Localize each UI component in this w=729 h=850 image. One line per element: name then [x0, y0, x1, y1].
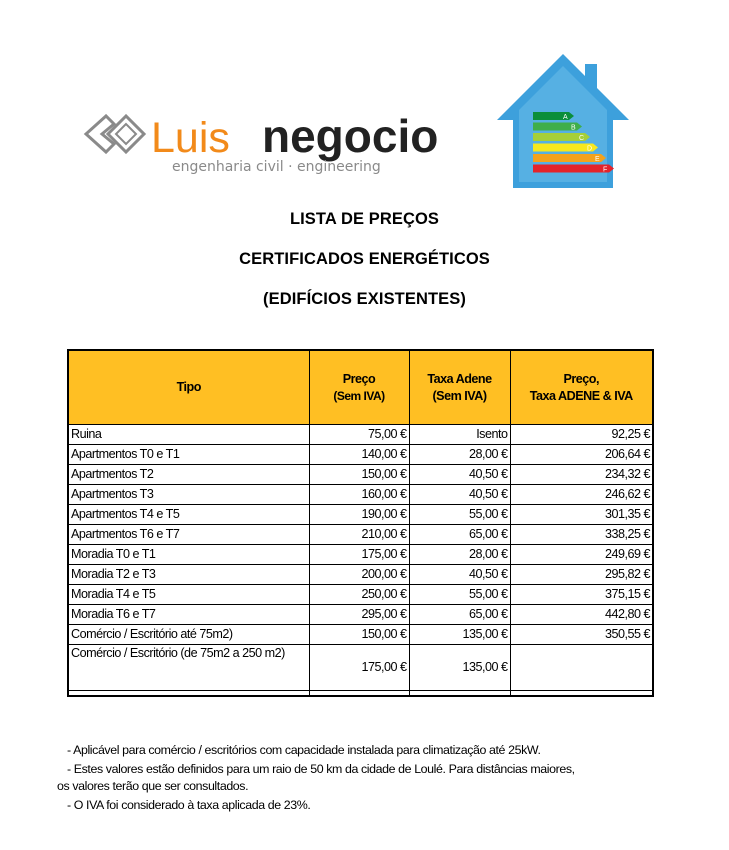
cell-total: 350,55 € [510, 625, 653, 645]
table-row [68, 645, 653, 691]
cell-taxa: 135,00 € [409, 625, 510, 645]
table-row [68, 485, 653, 505]
table-row [68, 445, 653, 465]
logo-brand-bold: negocio [262, 110, 439, 162]
energy-grade-bar [533, 165, 614, 173]
table-row [68, 525, 653, 545]
header-tipo: Tipo [68, 350, 309, 425]
table-row [68, 625, 653, 645]
cell-taxa: 55,00 € [409, 505, 510, 525]
header-preco: Preço (Sem IVA) [309, 350, 409, 425]
cell-taxa: 65,00 € [409, 605, 510, 625]
title-line-3: (EDIFÍCIOS EXISTENTES) [263, 290, 466, 308]
logo-emblem-icon [86, 116, 144, 152]
cell-total: 375,15 € [510, 585, 653, 605]
cell-tipo: Moradia T2 e T3 [68, 565, 309, 585]
cell-taxa: 40,50 € [409, 485, 510, 505]
cell-taxa: 28,00 € [409, 545, 510, 565]
header-taxa-adene: Taxa Adene (Sem IVA) [409, 350, 510, 425]
cell-tipo: Apartmentos T3 [68, 485, 309, 505]
cell-tipo: Apartmentos T2 [68, 465, 309, 485]
cell-tipo: Moradia T0 e T1 [68, 545, 309, 565]
note-iva: - O IVA foi considerado à taxa aplicada de 23%. [67, 798, 311, 812]
cell-preco: 250,00 € [309, 585, 409, 605]
energy-grade-bar [533, 112, 574, 120]
header-preco-total: Preço, Taxa ADENE & IVA [510, 350, 653, 425]
note-distancia-cont: os valores terão que ser consultados. [57, 779, 249, 793]
cell-tipo: Apartmentos T4 e T5 [68, 505, 309, 525]
table-row [68, 605, 653, 625]
cell-taxa: 55,00 € [409, 585, 510, 605]
cell-tipo: Ruina [68, 425, 309, 445]
note-distancia: - Estes valores estão definidos para um raio de 50 km da cidade de Loulé. Para distâncias maiores, [67, 762, 575, 776]
cell-tipo: Apartmentos T0 e T1 [68, 445, 309, 465]
spacer-cell [68, 691, 309, 697]
cell-preco: 200,00 € [309, 565, 409, 585]
table-row [68, 585, 653, 605]
cell-total: 295,82 € [510, 565, 653, 585]
cell-tipo: Moradia T4 e T5 [68, 585, 309, 605]
cell-total: 249,69 € [510, 545, 653, 565]
cell-total: 301,35 € [510, 505, 653, 525]
table-row [68, 505, 653, 525]
luisnegocio-logo [78, 104, 468, 184]
cell-total: 442,80 € [510, 605, 653, 625]
company-logo [78, 104, 468, 184]
spacer-cell [409, 691, 510, 697]
energy-house-logo [493, 50, 633, 192]
cell-preco: 295,00 € [309, 605, 409, 625]
cell-total [510, 645, 653, 691]
cell-taxa: Isento [409, 425, 510, 445]
cell-tipo: Comércio / Escritório até 75m2) [68, 625, 309, 645]
table-row [68, 545, 653, 565]
cell-preco: 175,00 € [309, 545, 409, 565]
cell-taxa: 135,00 € [409, 645, 510, 691]
logo-tagline: engenharia civil · engineering [172, 159, 381, 175]
table-spacer-row [68, 691, 653, 697]
cell-total: 206,64 € [510, 445, 653, 465]
cell-taxa: 40,50 € [409, 565, 510, 585]
cell-preco: 140,00 € [309, 445, 409, 465]
cell-preco: 160,00 € [309, 485, 409, 505]
energy-grade-letter: C [579, 135, 585, 142]
cell-total: 338,25 € [510, 525, 653, 545]
spacer-cell [510, 691, 653, 697]
cell-taxa: 40,50 € [409, 465, 510, 485]
price-table [67, 349, 654, 697]
cell-tipo: Comércio / Escritório (de 75m2 a 250 m2) [68, 645, 309, 691]
cell-preco: 150,00 € [309, 465, 409, 485]
energy-grade-letter: E [595, 156, 600, 163]
cell-total: 92,25 € [510, 425, 653, 445]
cell-total: 246,62 € [510, 485, 653, 505]
cell-preco: 210,00 € [309, 525, 409, 545]
table-row [68, 465, 653, 485]
table-header-row [68, 350, 653, 425]
logo-brand-light: Luis [151, 114, 230, 162]
title-line-1: LISTA DE PREÇOS [289, 210, 440, 228]
cell-preco: 190,00 € [309, 505, 409, 525]
energy-grade-letter: B [571, 124, 576, 132]
cell-tipo: Moradia T6 e T7 [68, 605, 309, 625]
cell-preco: 175,00 € [309, 645, 409, 691]
cell-preco: 75,00 € [309, 425, 409, 445]
document-titles [0, 210, 729, 330]
footnotes [57, 742, 677, 816]
energy-grade-letter: F [603, 166, 608, 174]
title-line-2: CERTIFICADOS ENERGÉTICOS [239, 250, 490, 268]
cell-taxa: 28,00 € [409, 445, 510, 465]
energy-grade-letter: D [587, 145, 593, 153]
spacer-cell [309, 691, 409, 697]
table-body [68, 425, 653, 697]
table-row [68, 425, 653, 445]
cell-tipo: Apartmentos T6 e T7 [68, 525, 309, 545]
note-climatizacao: - Aplicável para comércio / escritórios com capacidade instalada para climatização até 25kW. [67, 743, 541, 757]
energy-grade-letter: A [563, 114, 568, 121]
cell-taxa: 65,00 € [409, 525, 510, 545]
cell-total: 234,32 € [510, 465, 653, 485]
table-row [68, 565, 653, 585]
energy-efficiency-house-icon [493, 50, 633, 192]
cell-preco: 150,00 € [309, 625, 409, 645]
